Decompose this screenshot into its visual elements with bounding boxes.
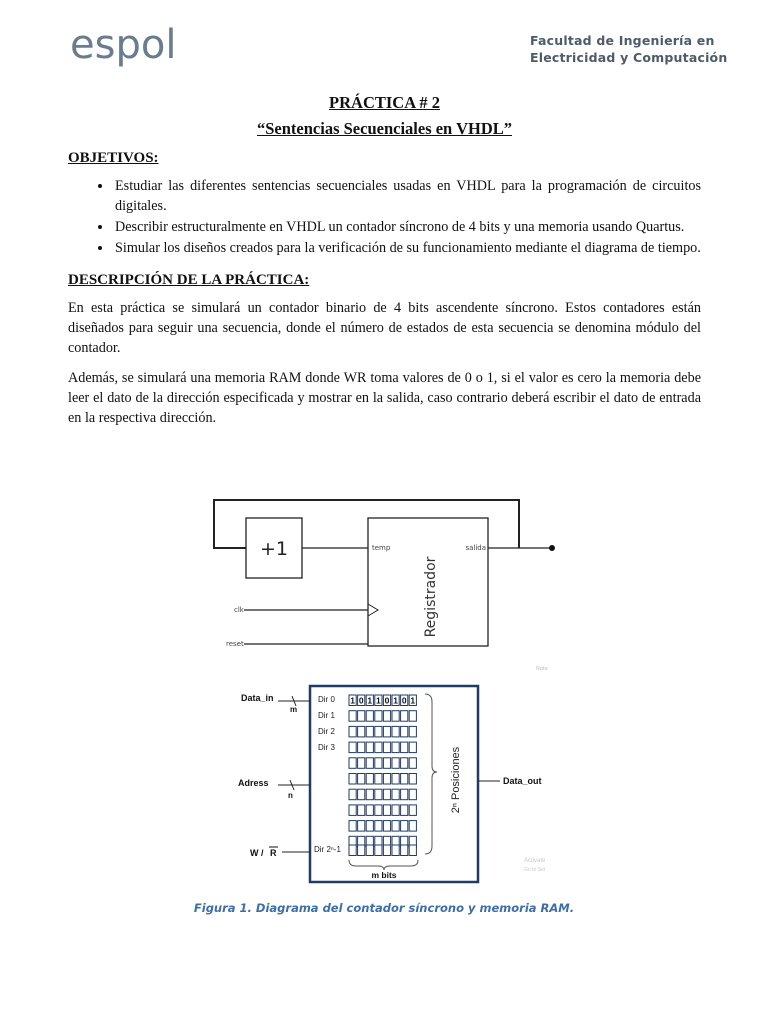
memory-cell (375, 789, 382, 800)
description-paragraph: Además, se simulará una memoria RAM donde WR toma valores de 0 o 1, si el valor es cero la memoria debe leer el dato de la dirección especificada y mostrar en la salida, caso contrario deberá escribir el dato de entrada en la respectiva dirección. (68, 370, 701, 426)
memory-cell (375, 774, 382, 785)
memory-cell (349, 774, 356, 785)
register-label: Registrador (423, 556, 439, 638)
memory-cell (401, 774, 408, 785)
memory-cell (375, 726, 382, 737)
memory-cell (366, 742, 373, 753)
dir-label: Dir 3 (318, 743, 335, 752)
memory-cell (409, 821, 416, 832)
positions-label: 2ⁿ Posiciones (450, 746, 462, 814)
m-label: m (290, 705, 298, 714)
memory-cell (366, 845, 373, 856)
adder-label: +1 (259, 538, 289, 560)
counter-corner-mark: Note (536, 666, 548, 672)
memory-bit-value: 1 (376, 695, 381, 706)
memory-cell (401, 789, 408, 800)
adress-label: Adress (238, 778, 269, 788)
memory-cell (401, 805, 408, 816)
memory-cell (358, 789, 365, 800)
data-in-label: Data_in (241, 693, 274, 703)
memory-cell (409, 845, 416, 856)
practice-subtitle: “Sentencias Secuenciales en VHDL” (257, 119, 512, 138)
m-bits-label: m bits (371, 870, 397, 880)
memory-cell (366, 789, 373, 800)
memory-cell (375, 742, 382, 753)
memory-cell (358, 758, 365, 769)
memory-cell (392, 845, 399, 856)
data-out-label: Data_out (503, 776, 542, 786)
memory-bit-value: 0 (358, 695, 364, 706)
memory-cell (383, 711, 390, 722)
memory-cell (366, 758, 373, 769)
faculty-line-1: Facultad de Ingeniería en (530, 33, 715, 48)
memory-cell (358, 726, 365, 737)
memory-cell (392, 774, 399, 785)
memory-cell (392, 758, 399, 769)
memory-cell (409, 742, 416, 753)
memory-cell (383, 758, 390, 769)
watermark-text: Go to Set (524, 867, 546, 873)
memory-cell (409, 758, 416, 769)
memory-cell (349, 845, 356, 856)
memory-bit-value: 1 (367, 695, 373, 706)
memory-cell (401, 742, 408, 753)
memory-cell (366, 711, 373, 722)
memory-cell (409, 774, 416, 785)
memory-cell (366, 726, 373, 737)
memory-bit-value: 1 (410, 695, 416, 706)
memory-cell (366, 821, 373, 832)
memory-cell (358, 711, 365, 722)
memory-cell (358, 845, 365, 856)
memory-cell (349, 726, 356, 737)
description-heading: DESCRIPCIÓN DE LA PRÁCTICA: (68, 272, 310, 288)
memory-cell (349, 805, 356, 816)
memory-cell (383, 726, 390, 737)
memory-cell (409, 726, 416, 737)
dir-last-label: Dir 2ⁿ-1 (314, 845, 341, 854)
w-label: W / (250, 848, 264, 858)
memory-bit-value: 0 (401, 695, 407, 706)
figure-caption: Figura 1. Diagrama del contador síncrono y memoria RAM. (193, 901, 575, 915)
clk-label: clk (234, 606, 244, 614)
memory-cell (409, 789, 416, 800)
memory-cell (349, 821, 356, 832)
reset-label: reset (226, 640, 244, 648)
memory-cell (392, 742, 399, 753)
memory-cell (358, 805, 365, 816)
memory-cell (349, 789, 356, 800)
output-node (549, 545, 555, 551)
ram-diagram (238, 686, 546, 882)
memory-cell (358, 742, 365, 753)
memory-cell (349, 711, 356, 722)
memory-cell (375, 845, 382, 856)
memory-bit-value: 1 (393, 695, 398, 706)
description-paragraph: En esta práctica se simulará un contador binario de 4 bits ascendente síncrono. Estos contadores están diseñados para seguir una secuencia, donde el número de estados de esta secuencia se denomina módulo del contador. (68, 300, 701, 356)
dir-label: Dir 2 (318, 727, 335, 736)
memory-cell (392, 726, 399, 737)
memory-bit-value: 0 (384, 695, 390, 706)
n-label: n (288, 791, 293, 800)
objective-item: • Simular los diseños creados para la verificación de su funcionamiento mediante el diagrama de tiempo. (113, 238, 701, 258)
memory-cell (401, 845, 408, 856)
dir-label: Dir 0 (318, 695, 335, 704)
memory-cell (383, 742, 390, 753)
memory-cell (383, 805, 390, 816)
logo-text: espol (70, 22, 177, 68)
memory-cell (375, 711, 382, 722)
memory-cell (383, 821, 390, 832)
memory-bit-value: 1 (350, 695, 355, 706)
memory-cell (375, 821, 382, 832)
objective-item: • Estudiar las diferentes sentencias secuenciales usadas en VHDL para la programación de circuitos digitales. (113, 176, 701, 216)
memory-cell (401, 726, 408, 737)
dir-label: Dir 1 (318, 711, 335, 720)
memory-cell (366, 805, 373, 816)
watermark-text: Activate (524, 858, 546, 864)
memory-cell (401, 758, 408, 769)
objectives-heading: OBJETIVOS: (68, 150, 159, 166)
memory-cell (349, 758, 356, 769)
practice-title: PRÁCTICA # 2 (329, 93, 440, 112)
memory-cell (409, 711, 416, 722)
memory-cell (358, 821, 365, 832)
memory-cell (366, 774, 373, 785)
faculty-line-2: Electricidad y Computación (530, 50, 728, 65)
memory-cell (392, 821, 399, 832)
objective-item: • Describir estructuralmente en VHDL un contador síncrono de 4 bits y una memoria usando Quartus. (113, 217, 701, 237)
memory-cell (401, 711, 408, 722)
memory-cell (349, 742, 356, 753)
salida-label: salida (465, 544, 486, 552)
memory-cell (383, 774, 390, 785)
counter-diagram (214, 500, 555, 672)
memory-cell (401, 821, 408, 832)
memory-cell (358, 774, 365, 785)
memory-cell (409, 805, 416, 816)
memory-cell (392, 711, 399, 722)
r-label: R (270, 848, 277, 858)
memory-cell (392, 789, 399, 800)
memory-cell (383, 845, 390, 856)
temp-label: temp (372, 544, 391, 552)
memory-cell (375, 805, 382, 816)
memory-cell (392, 805, 399, 816)
memory-cell (375, 758, 382, 769)
memory-cell (383, 789, 390, 800)
